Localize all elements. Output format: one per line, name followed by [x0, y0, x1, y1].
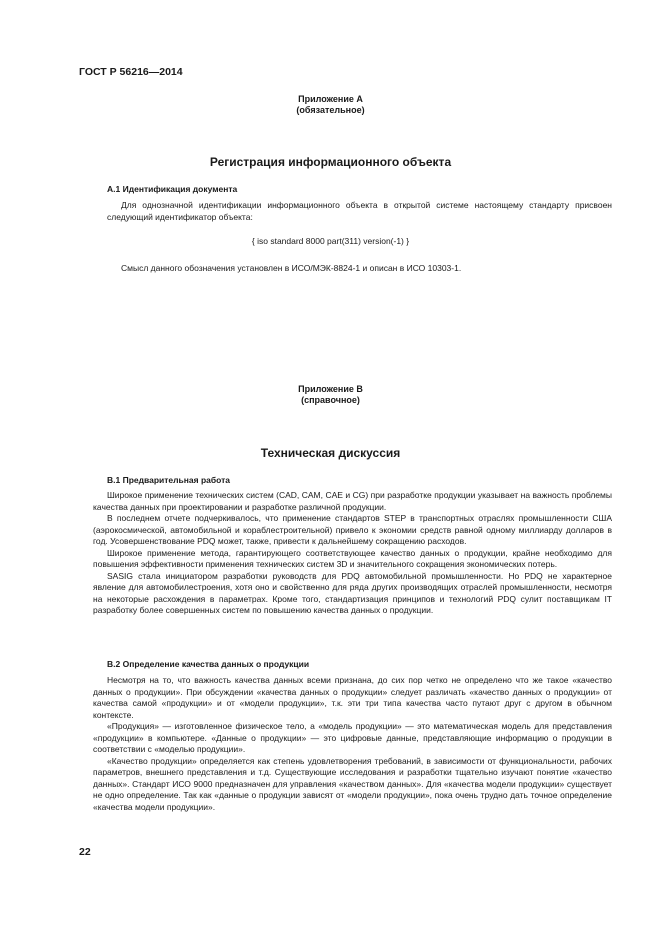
paragraph: Несмотря на то, что важность качества данных всеми признана, до сих пор четко не определено что же такое «качество данных о продукции». При обсуждении «качества данных о продукции» следует различать «качество данных о продукции» от качества самой «продукции» и от «модели продукции», т.к. эти три типа качества часто путают друг с другом в обычном контексте. — [93, 675, 612, 720]
appendix-a-title: Регистрация информационного объекта — [209, 155, 452, 169]
appendix-b-status: (справочное) — [301, 395, 360, 405]
section-b2-title: В.2 Определение качества данных о продукции — [107, 659, 310, 669]
paragraph: «Продукция» — изготовленное физическое тело, а «модель продукции» — это математическая модель для представления «продукции» в компьютере. «Данные о продукции» — это цифровые данные, представляющие информацию о продукции в соответствии с «моделью продукции». — [93, 721, 612, 754]
section-b2-body — [93, 675, 612, 813]
standard-header: ГОСТ Р 56216—2014 — [79, 66, 183, 78]
paragraph: Смысл данного обозначения установлен в ИСО/МЭК-8824-1 и описан в ИСО 10303-1. — [121, 263, 462, 273]
paragraph: Широкое применение метода, гарантирующего соответствующее качество данных о продукции, крайне необходимо для повышения эффективности применения технических систем 3D и значительного сокращения экономических потерь. — [93, 547, 612, 569]
section-b1-body — [93, 490, 612, 617]
paragraph: В последнем отчете подчеркивалось, что применение стандартов STEP в транспортных отраслях промышленности США (аэрокосмической, автомобильной и кораблестроительной) привело к экономии средств равной одному миллиарду долларов в год. Усовершенствование PDQ может, также, привести к дальнейшему сокращению расходов. — [93, 513, 612, 546]
page-number: 22 — [79, 846, 91, 858]
section-b1-title: В.1 Предварительная работа — [107, 475, 231, 485]
paragraph: «Качество продукции» определяется как степень удовлетворения требований, в зависимости от функциональности, рабочих параметров, внешнего представления и т.д. Существующие исследования и разработки тщательно изучают понятие «качество данных». Стандарт ИСО 9000 предназначен для управления «качеством данных». Для «качества модели продукции» существует не одно определение. Так как «данные о продукции зависят от «модели продукции», пока очень трудно дать точное определение «качества модели продукции». — [93, 755, 612, 812]
object-identifier: { iso standard 8000 part(311) version(-1) } — [251, 236, 410, 246]
paragraph: SASIG стала инициатором разработки руководств для PDQ автомобильной промышленности. Но PDQ не характерное явление для автомобилестроения, хотя оно и свойственно для ряда других производящих отраслей промышленности, несмотря на некоторые расхождения в параметрах. Кроме того, стандартизация принципов и технологий PDQ сулит поставщикам IT разработку более совершенных систем по повышению качества данных о продукции. — [93, 570, 612, 615]
appendix-a-label: Приложение А — [298, 94, 363, 104]
paragraph: Широкое применение технических систем (CAD, CAM, CAE и CG) при разработке продукции указывает на важность проблемы качества данных при проектировании и разработке различной продукции. — [93, 490, 612, 512]
appendix-b-label: Приложение В — [298, 384, 363, 394]
section-a1-paragraph — [107, 200, 612, 223]
appendix-b-title: Техническая дискуссия — [260, 446, 401, 460]
section-a1-note — [107, 263, 612, 275]
section-a1-title: А.1 Идентификация документа — [107, 184, 238, 194]
paragraph: Для однозначной идентификации информационного объекта в открытой системе настоящему стандарту присвоен следующий идентификатор объекта: — [107, 200, 612, 222]
appendix-a-status: (обязательное) — [296, 105, 365, 115]
